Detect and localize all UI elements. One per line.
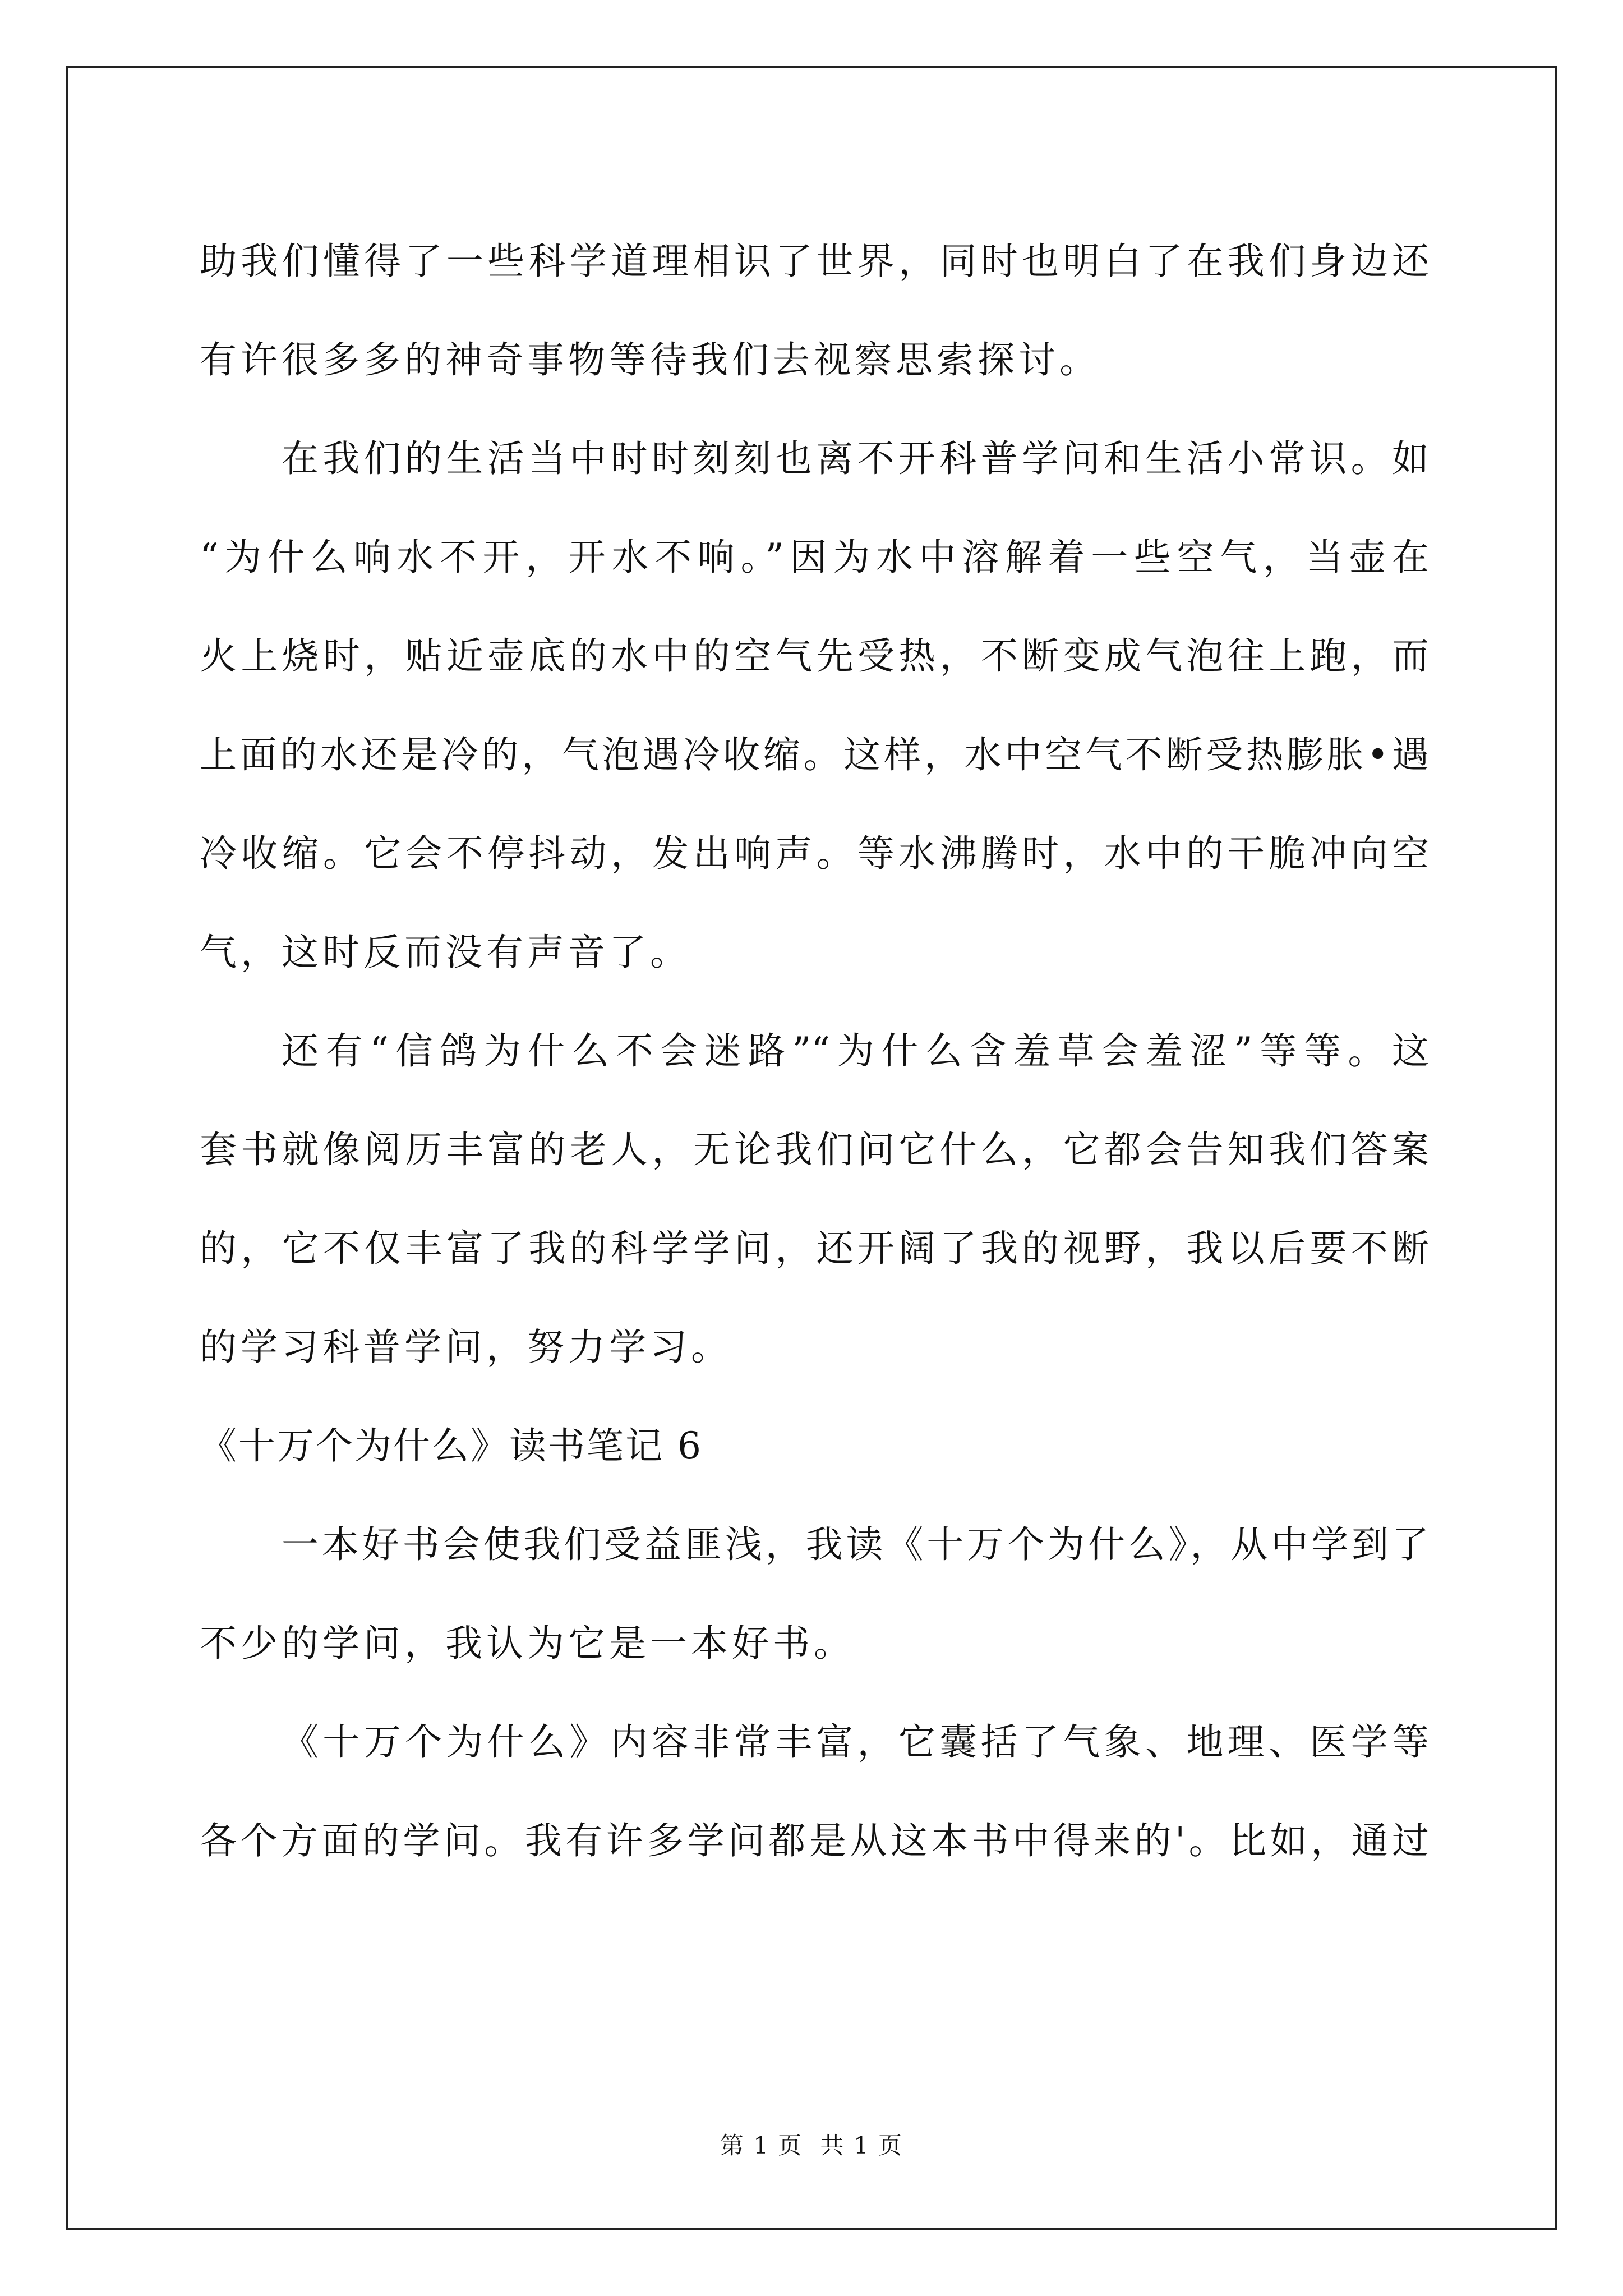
page-footer	[0, 2127, 1623, 2161]
text-line: 火上烧时，贴近壶底的水中的空气先受热，不断变成气泡往上跑，而	[200, 634, 1429, 678]
text-line: 上面的水还是冷的，气泡遇冷收缩。这样，水中空气不断受热膨胀•遇	[200, 733, 1429, 776]
text-line: 冷收缩。它会不停抖动，发出响声。等水沸腾时，水中的干脆冲向空	[200, 832, 1429, 875]
page-number: 第 1 页	[720, 2132, 803, 2159]
text-line: 还有“信鸽为什么不会迷路”“为什么含羞草会羞涩”等等。这	[282, 1029, 1429, 1073]
text-line: 的学习科普学问，努力学习。	[200, 1326, 732, 1369]
text-line: 不少的学问，我认为它是一本好书。	[200, 1622, 855, 1665]
page-total: 共 1 页	[820, 2132, 903, 2159]
text-line: 气，这时反而没有声音了。	[200, 931, 691, 974]
text-line: 一本好书会使我们受益匪浅，我读《十万个为什么》，从中学到了	[282, 1523, 1429, 1566]
text-line: 套书就像阅历丰富的老人，无论我们问它什么，它都会告知我们答案	[200, 1128, 1429, 1171]
document-body	[200, 212, 1429, 1890]
section-heading: 《十万个为什么》读书笔记 6	[200, 1424, 703, 1467]
text-line: 《十万个为什么》内容非常丰富，它囊括了气象、地理、医学等	[282, 1720, 1429, 1764]
text-line: 的，它不仅丰富了我的科学学问，还开阔了我的视野，我以后要不断	[200, 1227, 1429, 1270]
text-line: 各个方面的学问。我有许多学问都是从这本书中得来的'。比如，通过	[200, 1819, 1429, 1862]
text-line: 有许很多多的神奇事物等待我们去视察思索探讨。	[200, 338, 1100, 381]
text-line: “为什么响水不开，开水不响。”因为水中溶解着一些空气，当壶在	[200, 536, 1429, 579]
text-line: 助我们懂得了一些科学道理相识了世界，同时也明白了在我们身边还	[200, 240, 1429, 283]
text-line: 在我们的生活当中时时刻刻也离不开科普学问和生活小常识。如	[282, 437, 1429, 480]
